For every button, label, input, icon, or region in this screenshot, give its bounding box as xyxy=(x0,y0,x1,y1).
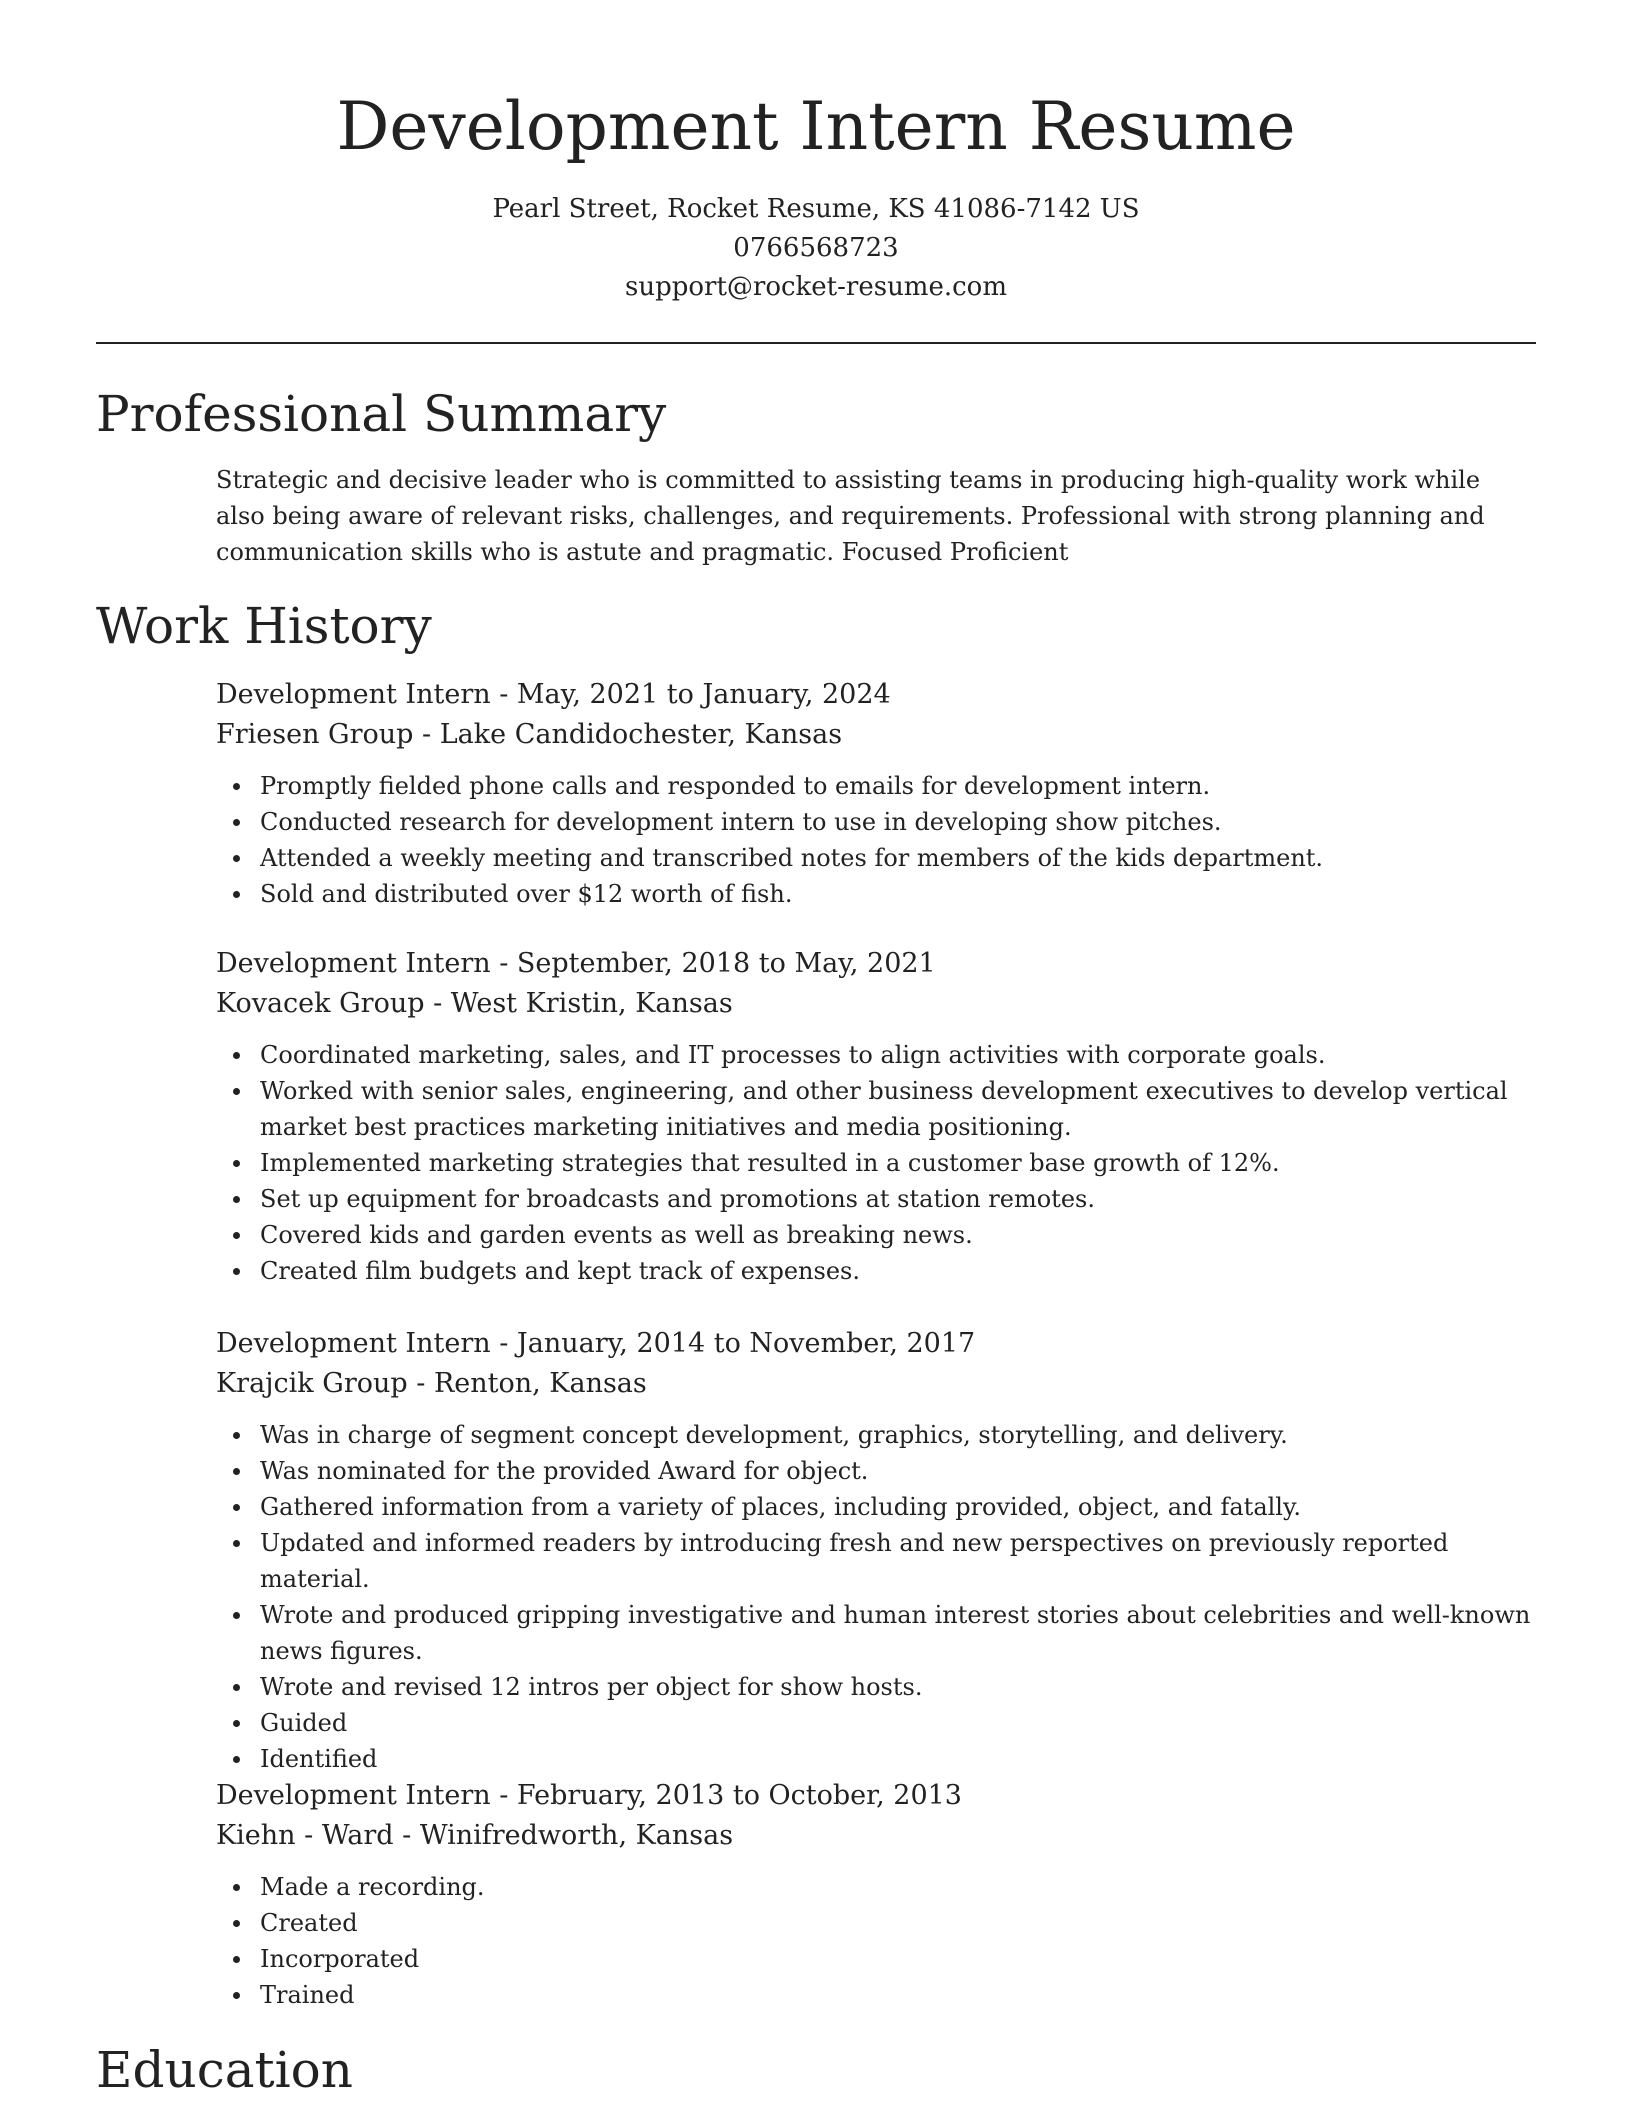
job-bullets xyxy=(216,1869,1536,2013)
list-item xyxy=(216,1977,1536,2013)
list-item xyxy=(216,1037,1536,1073)
bullet-dot-icon xyxy=(233,1884,240,1891)
bullet-text: Wrote and revised 12 intros per object for show hosts. xyxy=(260,1673,923,1701)
job-entry xyxy=(216,675,1536,912)
bullet-text: Implemented marketing strategies that resulted in a customer base growth of 12%. xyxy=(260,1149,1280,1177)
bullet-text: Was nominated for the provided Award for object. xyxy=(260,1457,869,1485)
bullet-dot-icon xyxy=(233,1160,240,1167)
list-item xyxy=(216,1489,1536,1525)
bullet-text: Guided xyxy=(260,1709,348,1737)
bullet-text: Incorporated xyxy=(260,1945,420,1973)
education-heading: Education xyxy=(96,2041,353,2099)
list-item xyxy=(216,1525,1536,1597)
list-item xyxy=(216,1417,1536,1453)
resume-header xyxy=(0,0,1632,307)
bullet-text: Conducted research for development intern to use in developing show pitches. xyxy=(260,808,1222,836)
bullet-text: Worked with senior sales, engineering, and other business development executives to develop vertical market best practices marketing initiatives and media positioning. xyxy=(260,1077,1508,1141)
bullet-dot-icon xyxy=(233,1088,240,1095)
job-company-line: Kiehn - Ward - Winifredworth, Kansas xyxy=(216,1820,734,1851)
bullet-dot-icon xyxy=(233,1540,240,1547)
list-item xyxy=(216,1073,1536,1145)
list-item xyxy=(216,1145,1536,1181)
bullet-dot-icon xyxy=(233,1920,240,1927)
job-entry xyxy=(216,944,1536,1289)
contact-phone: 0766568723 xyxy=(733,233,899,263)
bullet-text: Covered kids and garden events as well as breaking news. xyxy=(260,1221,973,1249)
bullet-text: Sold and distributed over $12 worth of fish. xyxy=(260,880,793,908)
bullet-dot-icon xyxy=(233,819,240,826)
list-item xyxy=(216,840,1536,876)
job-title-line: Development Intern - May, 2021 to January, 2024 xyxy=(216,679,891,710)
bullet-dot-icon xyxy=(233,1432,240,1439)
bullet-dot-icon xyxy=(233,1232,240,1239)
summary-text: Strategic and decisive leader who is committed to assisting teams in producing high-quality work while also being aware of relevant risks, challenges, and requirements. Professional with strong planning and communication skills who is astute and pragmatic. Focused Proficient xyxy=(216,466,1485,566)
bullet-text: Trained xyxy=(260,1981,355,2009)
job-company-line: Kovacek Group - West Kristin, Kansas xyxy=(216,988,733,1019)
bullet-dot-icon xyxy=(233,1992,240,1999)
list-item xyxy=(216,1741,1536,1777)
bullet-text: Created xyxy=(260,1909,358,1937)
job-bullets xyxy=(216,768,1536,912)
list-item xyxy=(216,804,1536,840)
list-item xyxy=(216,1941,1536,1977)
bullet-dot-icon xyxy=(233,783,240,790)
bullet-text: Created film budgets and kept track of expenses. xyxy=(260,1257,860,1285)
bullet-text: Gathered information from a variety of places, including provided, object, and fatally. xyxy=(260,1493,1301,1521)
job-entry xyxy=(216,1776,1536,2013)
list-item xyxy=(216,876,1536,912)
bullet-text: Attended a weekly meeting and transcribed notes for members of the kids department. xyxy=(260,844,1324,872)
list-item xyxy=(216,1597,1536,1669)
bullet-dot-icon xyxy=(233,1756,240,1763)
bullet-dot-icon xyxy=(233,1956,240,1963)
list-item xyxy=(216,1905,1536,1941)
job-bullets xyxy=(216,1037,1536,1289)
bullet-dot-icon xyxy=(233,1268,240,1275)
resume-title: Development Intern Resume xyxy=(336,88,1296,165)
contact-email: support@rocket-resume.com xyxy=(624,272,1007,302)
job-entry xyxy=(216,1324,1536,1777)
work-history-heading: Work History xyxy=(96,597,432,655)
bullet-text: Wrote and produced gripping investigative and human interest stories about celebrities and well-known news figures. xyxy=(260,1601,1531,1665)
bullet-text: Was in charge of segment concept development, graphics, storytelling, and delivery. xyxy=(260,1421,1288,1449)
job-company-line: Friesen Group - Lake Candidochester, Kansas xyxy=(216,719,843,750)
contact-block xyxy=(0,190,1632,307)
bullet-text: Coordinated marketing, sales, and IT processes to align activities with corporate goals. xyxy=(260,1041,1326,1069)
job-title-line: Development Intern - September, 2018 to May, 2021 xyxy=(216,948,936,979)
list-item xyxy=(216,1453,1536,1489)
job-title-line: Development Intern - January, 2014 to November, 2017 xyxy=(216,1328,976,1359)
summary-heading: Professional Summary xyxy=(96,385,667,443)
bullet-text: Updated and informed readers by introducing fresh and new perspectives on previously reported material. xyxy=(260,1529,1449,1593)
bullet-dot-icon xyxy=(233,1196,240,1203)
list-item xyxy=(216,1253,1536,1289)
job-company-line: Krajcik Group - Renton, Kansas xyxy=(216,1368,647,1399)
header-divider xyxy=(96,342,1536,344)
bullet-text: Identified xyxy=(260,1745,378,1773)
job-title-line: Development Intern - February, 2013 to October, 2013 xyxy=(216,1780,962,1811)
list-item xyxy=(216,1669,1536,1705)
job-bullets xyxy=(216,1417,1536,1777)
list-item xyxy=(216,1181,1536,1217)
bullet-dot-icon xyxy=(233,1504,240,1511)
contact-address: Pearl Street, Rocket Resume, KS 41086-7142 US xyxy=(492,194,1140,224)
bullet-text: Promptly fielded phone calls and responded to emails for development intern. xyxy=(260,772,1211,800)
bullet-dot-icon xyxy=(233,1468,240,1475)
list-item xyxy=(216,1217,1536,1253)
bullet-dot-icon xyxy=(233,855,240,862)
list-item xyxy=(216,768,1536,804)
bullet-text: Made a recording. xyxy=(260,1873,485,1901)
bullet-dot-icon xyxy=(233,1684,240,1691)
bullet-text: Set up equipment for broadcasts and promotions at station remotes. xyxy=(260,1185,1095,1213)
bullet-dot-icon xyxy=(233,1612,240,1619)
bullet-dot-icon xyxy=(233,891,240,898)
list-item xyxy=(216,1705,1536,1741)
list-item xyxy=(216,1869,1536,1905)
bullet-dot-icon xyxy=(233,1720,240,1727)
bullet-dot-icon xyxy=(233,1052,240,1059)
